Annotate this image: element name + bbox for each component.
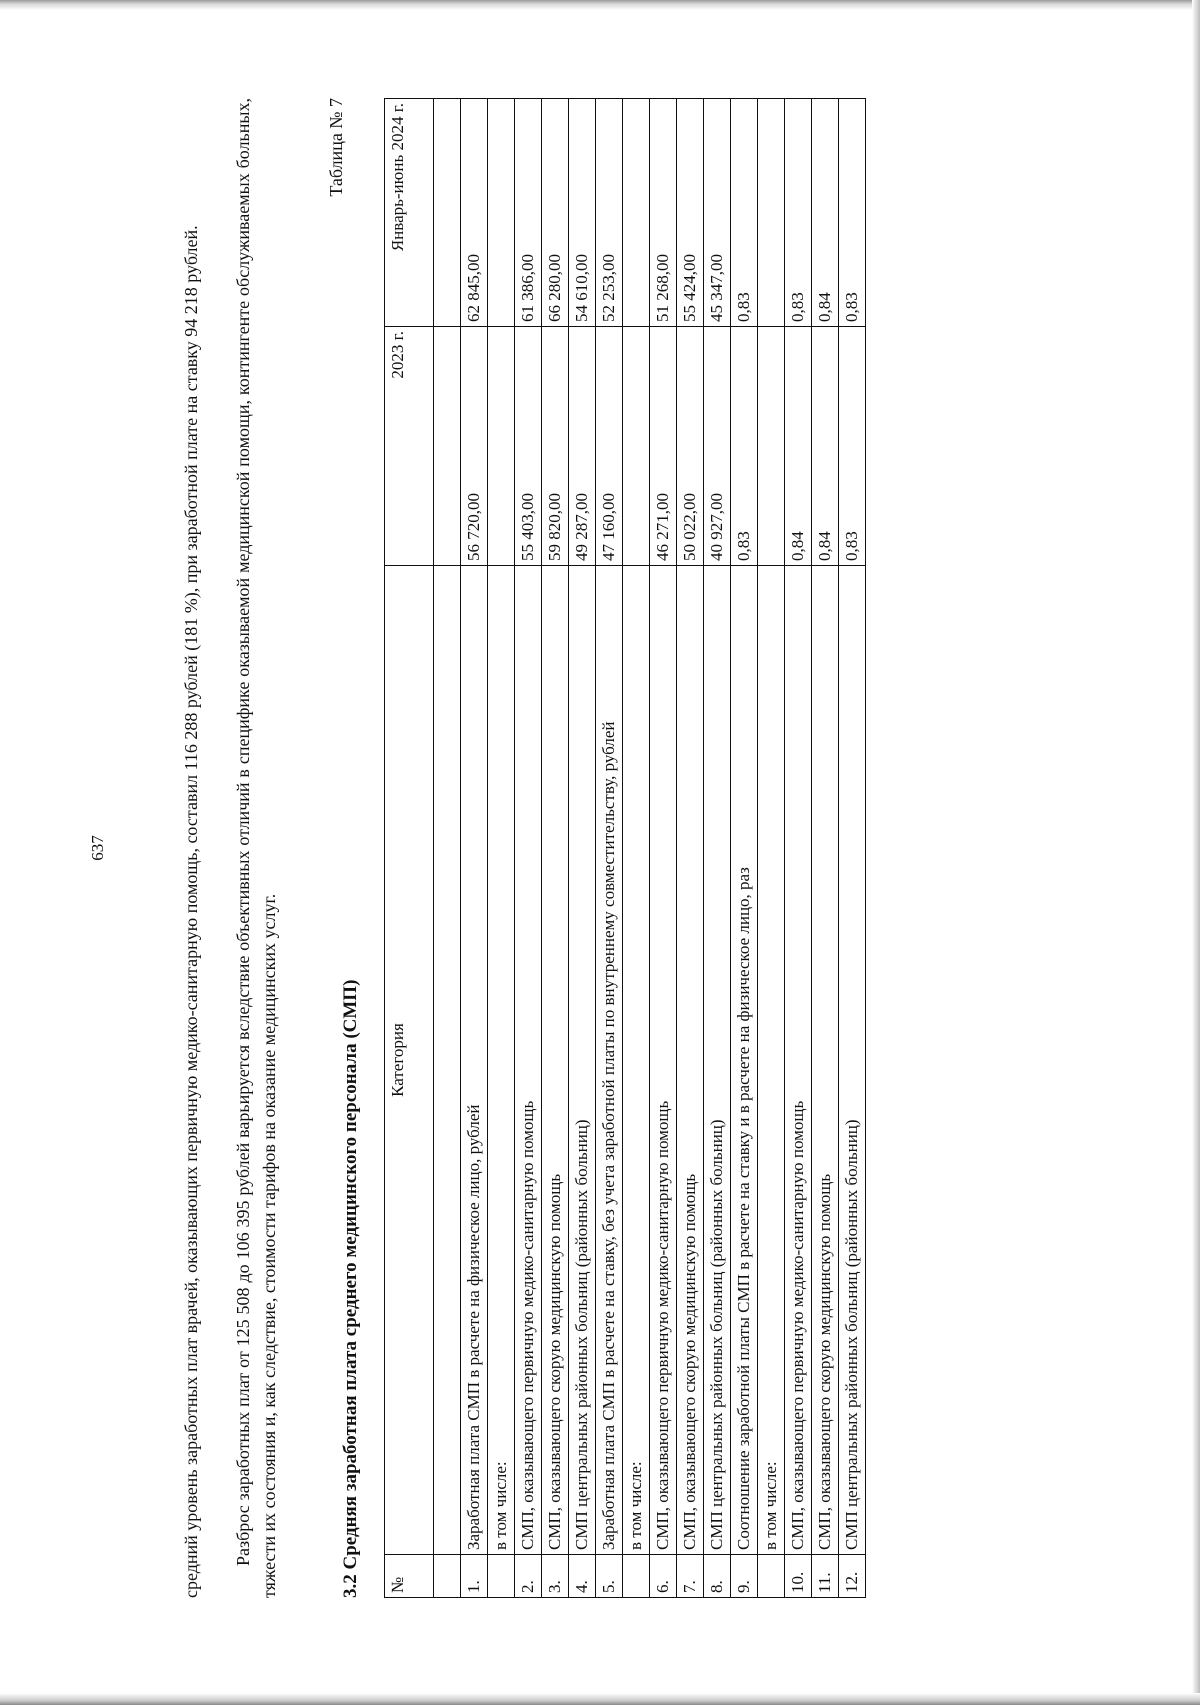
cell-2024: 0,83 xyxy=(785,99,812,327)
cell-category: Соотношение заработной платы СМП в расчете на ставку и в расчете на физическое лицо, раз xyxy=(731,566,758,1555)
cell-2023: 0,84 xyxy=(785,327,812,566)
cell-2023 xyxy=(488,327,515,566)
cell-num: 8. xyxy=(704,1555,731,1598)
table-row xyxy=(785,99,812,1598)
cell-category: СМП центральных районных больниц (районных больниц) xyxy=(839,566,866,1555)
cell-2023 xyxy=(623,327,650,566)
table-row xyxy=(731,99,758,1598)
table-row xyxy=(515,99,542,1598)
table-row xyxy=(839,99,866,1598)
table-header-row xyxy=(385,99,434,1598)
table-row xyxy=(461,99,488,1598)
cell-num: 1. xyxy=(461,1555,488,1598)
cell-category: в том числе: xyxy=(758,566,785,1555)
cell-num: 2. xyxy=(515,1555,542,1598)
cell-2023: 59 820,00 xyxy=(542,327,569,566)
header-2023: 2023 г. xyxy=(385,327,434,566)
cell-num: 11. xyxy=(812,1555,839,1598)
cell-category: в том числе: xyxy=(488,566,515,1555)
header-2024: Январь-июнь 2024 г. xyxy=(385,99,434,327)
cell-2024: 55 424,00 xyxy=(677,99,704,327)
cell-num: 10. xyxy=(785,1555,812,1598)
cell-2024: 62 845,00 xyxy=(461,99,488,327)
cell-2024 xyxy=(434,99,461,327)
table-row xyxy=(677,99,704,1598)
table-row xyxy=(623,99,650,1598)
cell-2024: 0,83 xyxy=(731,99,758,327)
cell-2024: 45 347,00 xyxy=(704,99,731,327)
header-category: Категория xyxy=(385,566,434,1555)
cell-2023: 0,84 xyxy=(812,327,839,566)
cell-2024 xyxy=(623,99,650,327)
table-row xyxy=(704,99,731,1598)
cell-num: 4. xyxy=(569,1555,596,1598)
cell-2024: 61 386,00 xyxy=(515,99,542,327)
cell-num: 3. xyxy=(542,1555,569,1598)
cell-num: 9. xyxy=(731,1555,758,1598)
cell-2024: 66 280,00 xyxy=(542,99,569,327)
cell-category: СМП, оказывающего скорую медицинскую помощь xyxy=(542,566,569,1555)
page-number: 637 xyxy=(88,835,107,861)
cell-num: 12. xyxy=(839,1555,866,1598)
cell-category: СМП, оказывающего скорую медицинскую помощь xyxy=(677,566,704,1555)
paragraph-1: средний уровень заработных плат врачей, оказывающих первичную медико-санитарную помощь, составил 116 288 рублей (181 %), при заработной плате на ставку 94 218 рублей. xyxy=(181,225,201,1598)
table-row xyxy=(434,99,461,1598)
table-row xyxy=(542,99,569,1598)
cell-2024 xyxy=(488,99,515,327)
scan-edge-right xyxy=(1192,0,1200,1705)
cell-num xyxy=(623,1555,650,1598)
cell-num: 5. xyxy=(596,1555,623,1598)
cell-2023: 46 271,00 xyxy=(650,327,677,566)
table-row xyxy=(758,99,785,1598)
cell-2023 xyxy=(758,327,785,566)
section-title: 3.2 Средняя заработная плата среднего медицинского персонала (СМП) xyxy=(340,979,361,1598)
paragraph-2: Разброс заработных плат от 125 508 до 106 395 рублей варьируется вследствие объективных отличий в специфике оказываемой медицинской помощи, контингенте обслуживаемых больных, тяжести их состояния и, как следствие, стоимости тарифов на оказание медицинских услуг. xyxy=(233,98,279,1598)
cell-category: СМП, оказывающего скорую медицинскую помощь xyxy=(812,566,839,1555)
table-row xyxy=(488,99,515,1598)
cell-2024: 52 253,00 xyxy=(596,99,623,327)
cell-num: 7. xyxy=(677,1555,704,1598)
cell-category: Заработная плата СМП в расчете на ставку, без учета заработной платы по внутреннему совместительству, рублей xyxy=(596,566,623,1555)
cell-num xyxy=(758,1555,785,1598)
table-label: Таблица № 7 xyxy=(326,98,346,197)
table-row xyxy=(569,99,596,1598)
cell-category: СМП центральных районных больниц (районных больниц) xyxy=(569,566,596,1555)
cell-2023: 47 160,00 xyxy=(596,327,623,566)
cell-category: СМП центральных районных больниц (районных больниц) xyxy=(704,566,731,1555)
cell-num xyxy=(488,1555,515,1598)
scan-edge-bottom xyxy=(0,1693,1200,1705)
salary-table xyxy=(384,98,866,1598)
header-num: № xyxy=(385,1555,434,1598)
cell-2024: 0,83 xyxy=(839,99,866,327)
cell-2024 xyxy=(758,99,785,327)
cell-2023 xyxy=(434,327,461,566)
cell-category: Заработная плата СМП в расчете на физическое лицо, рублей xyxy=(461,566,488,1555)
cell-2023: 55 403,00 xyxy=(515,327,542,566)
cell-category: СМП, оказывающего первичную медико-санитарную помощь xyxy=(785,566,812,1555)
cell-2023: 49 287,00 xyxy=(569,327,596,566)
cell-2024: 51 268,00 xyxy=(650,99,677,327)
cell-2023: 0,83 xyxy=(839,327,866,566)
cell-2024: 54 610,00 xyxy=(569,99,596,327)
cell-category xyxy=(434,566,461,1555)
cell-2023: 50 022,00 xyxy=(677,327,704,566)
cell-2023: 40 927,00 xyxy=(704,327,731,566)
cell-2023: 0,83 xyxy=(731,327,758,566)
table-row xyxy=(596,99,623,1598)
scan-edge-top xyxy=(0,0,1200,10)
table-body xyxy=(434,99,866,1598)
table-row xyxy=(812,99,839,1598)
cell-category: СМП, оказывающего первичную медико-санитарную помощь xyxy=(650,566,677,1555)
table-row xyxy=(650,99,677,1598)
rotated-page xyxy=(88,98,1018,1598)
cell-num: 6. xyxy=(650,1555,677,1598)
cell-2024: 0,84 xyxy=(812,99,839,327)
cell-2023: 56 720,00 xyxy=(461,327,488,566)
cell-category: СМП, оказывающего первичную медико-санитарную помощь xyxy=(515,566,542,1555)
cell-num xyxy=(434,1555,461,1598)
cell-category: в том числе: xyxy=(623,566,650,1555)
